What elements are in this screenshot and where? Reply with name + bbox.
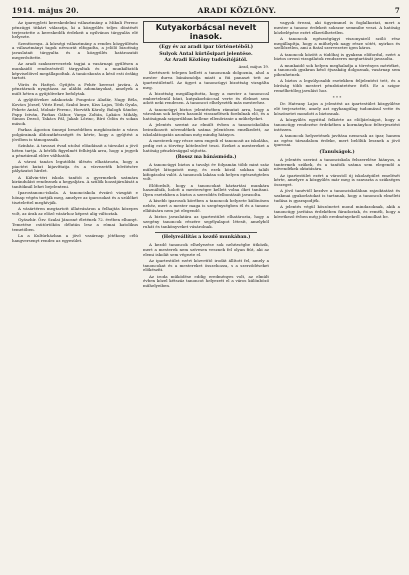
paragraph: A munkaidő sok helyen meghaladja a törvényes mértéket, a tanoncok gyakran késő éjszakáig dolgoznak, vasárnap sem pihenhetnek. [274,62,400,77]
paragraph: Dr. Hatvany Lajos a jelentést az ipartestület közgyűlése elé terjesztette, amely azt egyhangúlag tudomásul vette és köszönetet mondott a biztosnak. [274,101,400,116]
column-2 [143,21,269,569]
paragraph: Szenttornya. A községi választmány a rendes közgyűlésén a választmányi tagok névsorát elfogadta, a jelölő bizottság javaslatait tárgyalta és a közgyűlés határozatát megerősítette. [12,40,138,60]
article-continuation-3 [274,158,400,220]
paragraph: Az iroda működése eddig eredményes volt, az elmúlt évben közel kétszáz tanoncot helyezett el a város különböző műhelyeiben. [143,273,269,288]
article-body-2 [143,163,269,229]
article-subhead: (Egy év az aradi ipar történetéből.) [158,44,254,50]
paragraph: A tanoncügyi biztos jelentésében rámutat arra, hogy a városban sok helyen hasonló visszaélések fordulnak elő, és a hatóságnak szigorúbban kellene ellenőriznie a műhelyeket. [143,106,269,121]
paragraph: A tanoncok egészségügyi viszonyairól szóló rész megállapítja, hogy a műhelyek nagy része sötét, nyirkos és szellőzetlen, ami a fiatal szervezetre igen káros. [274,35,400,51]
article-headline: Kutyakorbácsal nevelt inasok. [143,21,269,43]
paragraph: Vörös és Hattyú. Gyűjtés a Fehér kereszt javára. A pénztárnok nyugtázza az alábbi adományokat, amelyek a múlt héten a gyűjtőívekre befolytak. [12,81,138,96]
header-masthead: ARADI KÖZLÖNY. [197,6,277,15]
article-body [143,71,269,153]
paragraph: A gyűjtőívekre adakoztak: Pongrácz Aladár, Nagy Béla, Kovács József, Vitéz Ernő, Szabó Imre, Kiss Lajos, Tóth Gyula, Fekete Antal, Molnár Ferenc, Horváth Károly, Balogh Sándor, Papp István, Farkas Gábor, Varga Zoltán, Lukács Mihály, Simon Dezső, Takács Pál, Jakab Lőrinc, Bíró Ödön és sokan mások. [12,97,138,126]
paragraph: Az aradi szakszervezetek tagjai a vasárnapi gyűlésen a munkaidő rendezéséről tárgyaltak és a munkáltatók képviselőivel megállapodtak. A tanácskozás a késő esti órákig tartott. [12,61,138,81]
divider [155,232,257,233]
section-heading-2: (Helyreállítás a kezdő munkában.) [161,235,251,241]
paragraph: A jelentés szerint az elmúlt évben a tanonciskolába beiratkozott növendékek száma jelentősen emelkedett, az iskolalátogatás azonban még mindig hiányos. [143,122,269,137]
paragraph: A tanoncok helyzetének javítása nemcsak az ipar, hanem az egész társadalom érdeke, mert belőlük lesznek a jövő iparosai. [274,132,400,148]
section-heading: (Rossz ma bánásmóda.) [175,155,237,161]
paragraph: Az ipartestület ezért a várostól új iskolaépület emelését kérte, amelyre a közgyűlés már meg is szavazta a szükséges összeget. [274,172,400,187]
paragraph: Az iparegyleti kereskedelmi választmány a Mikuli Ferenc pénzügyi titkárt választja, ki a közgyűlés teljes döntését terjesztette a kereskedők érdekeit a nyilvános tárgyalás elé helyezte. [12,21,138,40]
column-3 [274,21,400,569]
paragraph: A vásártéren megtartott állatvásáron a felhajtás közepes volt, az árak az előző vásárhoz képest alig változtak. [12,206,138,216]
paragraph: A mesterek egy része nem engedi el tanoncait az iskolába, pedig ezt a törvény kötelezővé teszi. Ezeket a mestereket a hatóság pénzbírsággal sújtotta. [143,138,269,153]
section-heading-3: (Tanulságok.) [319,150,355,155]
article-subhead-3: Az Aradi Közlöny tudósítójától. [164,57,248,63]
article-continuation-2 [274,102,400,148]
paragraph: Gyászhír. Özv. Szalai Jánosné életének 72. évében elhunyt. Temetése csütörtökön délután lesz a római katolikus temetőben. [12,217,138,232]
paragraph: Iparostanonc-iskola. A tanonciskola évzáró vizsgáit e hónap végén tartják meg, amelyre az iparosokat és a szülőket tisztelettel meghívják. [12,190,138,205]
page-header [12,6,400,18]
paragraph: A biztos a legsúlyosabb esetekben feljelentést tett, és a bíróság több mestert pénzbüntetésre ítélt. Ez a szigor remélhetőleg javulást hoz. [274,78,400,93]
paragraph: Kertészeti telepen kellett a tanoncnak dolgoznia, ahol a mester durva bánásmódja miatt a fiú panaszt tett az ipartestületnél. Az ügyet a tanoncügyi bizottság vizsgálta meg. [143,70,269,90]
article-continuation [274,21,400,94]
separator-stars: * * * [332,94,342,100]
paragraph: A Kálvin-téri iskola tanítói a gyermekek számára kirándulást rendeznek a hegyaljára. A szülők hozzájárulását a tanítóknál lehet bejelenteni. [12,174,138,189]
article-dateline: Arad, május 19. [238,63,269,69]
paragraph: Színház. A tavaszi évad utolsó előadásait a társulat a jövő héten tartja. A bérlők figyelmét felhívják arra, hogy a jegyek a pénztárnál előre válthatók. [12,143,138,158]
column-1 [12,21,138,569]
header-date: 1914. május 20. [12,6,79,15]
paragraph: A tanoncügyi biztos a tavalyi év folyamán több mint száz műhelyt látogatott meg, és ezek közül sokban talált kifogásolni valót. A tanoncok lakása sok helyen egészségtelen volt. [143,162,269,182]
paragraph: La a Kultúrházban a jövő vasárnap jótékony célú hangversenyt rendez az egyesület. [12,232,138,243]
paragraph: Farkas Ágoston ünnepi beszédében megköszönte a város polgárainak áldozatkészségét és kérte, hogy a gyűjtést a jövőben is támogassák. [12,127,138,142]
paragraph: A biztos javaslatára az ipartestület elhatározta, hogy a szegény tanoncok részére segélyalapot létesít, amelyből ruhát és tankönyveket vásárolnak. [143,214,269,229]
header-page-number: 7 [394,6,400,15]
paragraph: A jelentés végül köszönetet mond mindazoknak, akik a tanoncügy javítása érdekében fáradoztak, és reméli, hogy a következő évben még jobb eredményekről számolhat be. [274,204,400,219]
article-body-3 [143,243,269,289]
paragraph: Az ipartestület ezért közvetítő irodát állított fel, amely a tanoncokat és a mestereket összehozza, s a szerződéseket előkészíti. [143,257,269,273]
newspaper-page [12,6,400,568]
paragraph: A kezdő tanoncok elhelyezése sok nehézségbe ütközik, mert a mesterek nem szívesen vesznek fel olyan fiút, aki az elemi iskolát sem végezte el. [143,242,269,257]
paragraph: A városi tanács legutóbbi ülésén elhatározta, hogy a piactéri kutat kijavíttatja és a vízvezeték bővítésére pályázatot hirdet. [12,158,138,174]
paragraph: A bizottság megállapította, hogy a mester a tanonccal embertelenül bánt, kutyakorbáccsal verte és élelmet sem adott neki rendesen. A tanoncot elhelyezték más mesterhez. [143,90,269,106]
article-subhead-2: Sulyok Antal kürtősipari jelentése. [159,50,253,57]
paragraph: vagyok érezni, aki ügyeimmel is foglalkoztat, mert a mester a tanonc érdekeit sokszor semmibe veszi. A hatóság közbelépése ezért elkerülhetetlen. [274,21,400,35]
paragraph: A kisebb iparosok körében a tanoncok helyzete különösen nehéz, mert a mester maga is szegénységben él és a tanonc ellátására nem jut elegendő. [143,198,269,213]
paragraph: A jövő tanévtől kezdve a tanonciskolában rajzoktatást és szakmai gyakorlatokat is tartanak, hogy a tanoncok elméleti tudása is gyarapodjék. [274,188,400,203]
paragraph: A tanoncok között a tüdőbaj is gyakran előfordul, ezért a biztos orvosi vizsgálatok rendszeres megtartását javasolta. [274,51,400,62]
paragraph: A közgyűlés egyúttal felkérte az elöljáróságot, hogy a tanoncügy rendezése érdekében a kormányhoz felterjesztést intézzen. [274,117,400,132]
paragraph: A jelentés szerint a tanonciskola felszerelése hiányos, a tantermek szűkek, és a tanítók száma sem elegendő a növendékek oktatására. [274,156,400,172]
paragraph: Előfordult, hogy a tanoncokat háztartási munkára használták, holott a mesterségre kellett volna őket tanítani. Ilyen esetekben a biztos a szerződés felbontását javasolta. [143,182,269,197]
